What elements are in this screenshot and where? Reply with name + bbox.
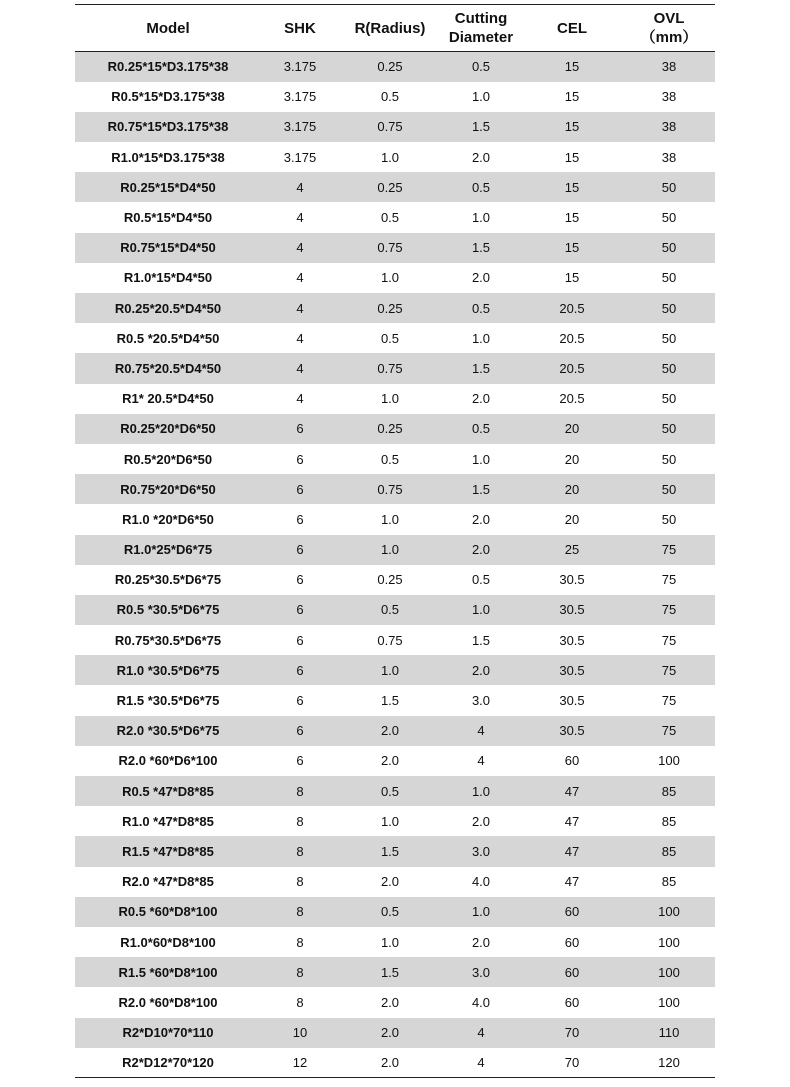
cell-shk: 6 <box>296 451 304 467</box>
cell-ovl: 120 <box>623 1048 715 1078</box>
header-radius: R(Radius) <box>339 5 441 52</box>
cell-radius: 0.75 <box>339 112 441 142</box>
cell-ovl: 38 <box>623 112 715 142</box>
cell-shk: 4 <box>261 353 339 383</box>
cell-cutting-diameter: 4 <box>477 753 485 769</box>
table-row <box>75 474 715 504</box>
cell-cutting-diameter: 1.5 <box>441 353 521 383</box>
table-row <box>75 323 715 353</box>
cell-radius: 0.75 <box>339 353 441 383</box>
cell-ovl: 50 <box>661 210 677 226</box>
cell-cel: 20.5 <box>521 353 623 383</box>
cell-model: R0.5*20*D6*50 <box>123 451 213 467</box>
cell-radius: 0.25 <box>339 52 441 82</box>
header-row <box>75 5 715 52</box>
cell-radius: 1.0 <box>380 511 400 527</box>
cell-model: R0.25*30.5*D6*75 <box>114 572 222 588</box>
cell-cel: 60 <box>521 897 623 927</box>
cell-shk: 8 <box>261 957 339 987</box>
cell-ovl: 38 <box>623 52 715 82</box>
header-cel: CEL <box>521 5 623 52</box>
cell-shk: 6 <box>261 414 339 444</box>
cell-cel: 30.5 <box>559 572 585 588</box>
cell-ovl: 75 <box>661 693 677 709</box>
table-row <box>75 957 715 987</box>
cell-model: R1.0*25*D6*75 <box>75 535 261 565</box>
cell-shk: 4 <box>261 172 339 202</box>
cell-cutting-diameter: 2.0 <box>471 511 491 527</box>
cell-shk: 3.175 <box>283 149 317 165</box>
table-body <box>75 52 715 1078</box>
cell-ovl: 75 <box>661 572 677 588</box>
table-row <box>75 867 715 897</box>
cell-model: R0.5*15*D3.175*38 <box>111 89 225 105</box>
table-row <box>75 384 715 414</box>
cell-model: R0.5 *60*D8*100 <box>75 897 261 927</box>
cell-cel: 30.5 <box>521 655 623 685</box>
cell-cel: 60 <box>564 753 580 769</box>
cell-radius: 1.5 <box>339 836 441 866</box>
cell-model: R0.75*20.5*D4*50 <box>75 353 261 383</box>
cell-radius: 0.75 <box>339 233 441 263</box>
cell-cel: 47 <box>521 776 623 806</box>
table-row <box>75 414 715 444</box>
cell-ovl: 110 <box>623 1018 715 1048</box>
cell-cel: 30.5 <box>559 693 585 709</box>
cell-model: R2*D10*70*110 <box>75 1018 261 1048</box>
cell-ovl: 50 <box>661 451 677 467</box>
cell-cutting-diameter: 1.5 <box>441 474 521 504</box>
table-row <box>75 746 715 776</box>
cell-model: R0.5 *47*D8*85 <box>75 776 261 806</box>
cell-model: R2.0 *60*D8*100 <box>118 994 218 1010</box>
cell-model: R1.5 *30.5*D6*75 <box>116 693 220 709</box>
cell-cel: 15 <box>564 270 580 286</box>
cell-model: R0.25*15*D3.175*38 <box>75 52 261 82</box>
header-cutting-diameter <box>441 5 521 52</box>
cell-radius: 0.25 <box>339 414 441 444</box>
table-row <box>75 595 715 625</box>
cell-radius: 0.25 <box>377 572 403 588</box>
table-row <box>75 1048 715 1078</box>
table-row <box>75 82 715 112</box>
cell-cutting-diameter: 4.0 <box>471 994 491 1010</box>
table-row <box>75 52 715 82</box>
table-row <box>75 142 715 172</box>
cell-model: R0.5 *30.5*D6*75 <box>75 595 261 625</box>
cell-model: R0.75*15*D4*50 <box>75 233 261 263</box>
cell-ovl: 100 <box>658 753 680 769</box>
cell-cutting-diameter: 2.0 <box>441 655 521 685</box>
cell-radius: 1.0 <box>380 813 400 829</box>
cell-shk: 12 <box>261 1048 339 1078</box>
cell-cel: 25 <box>521 535 623 565</box>
cell-ovl: 50 <box>623 172 715 202</box>
cell-cutting-diameter: 2.0 <box>471 270 491 286</box>
cell-shk: 6 <box>296 632 304 648</box>
cell-radius: 0.5 <box>339 897 441 927</box>
cell-shk: 6 <box>296 693 304 709</box>
cell-shk: 6 <box>261 474 339 504</box>
cell-ovl: 38 <box>661 149 677 165</box>
cell-shk: 6 <box>261 535 339 565</box>
cell-cel: 47 <box>564 874 580 890</box>
cell-cel: 20 <box>564 451 580 467</box>
cell-cel: 20 <box>564 511 580 527</box>
cell-shk: 6 <box>296 511 304 527</box>
cell-shk: 3.175 <box>261 112 339 142</box>
table-row <box>75 1018 715 1048</box>
table-row <box>75 806 715 836</box>
table-row <box>75 565 715 595</box>
cell-ovl: 50 <box>623 474 715 504</box>
cell-ovl: 50 <box>661 330 677 346</box>
table-row <box>75 716 715 746</box>
spec-table <box>75 4 715 1078</box>
cell-shk: 6 <box>261 655 339 685</box>
cell-shk: 6 <box>296 572 304 588</box>
table-row <box>75 172 715 202</box>
cell-cutting-diameter: 0.5 <box>471 572 491 588</box>
cell-cel: 15 <box>521 172 623 202</box>
table-row <box>75 293 715 323</box>
cell-shk: 8 <box>296 813 304 829</box>
cell-ovl: 100 <box>658 994 680 1010</box>
cell-cel: 15 <box>521 52 623 82</box>
cell-model: R1.5 *47*D8*85 <box>75 836 261 866</box>
cell-cutting-diameter: 0.5 <box>441 414 521 444</box>
cell-radius: 0.5 <box>380 451 400 467</box>
header-ovl-line2: （mm） <box>640 29 698 46</box>
cell-model: R0.75*15*D3.175*38 <box>75 112 261 142</box>
cell-ovl: 85 <box>623 836 715 866</box>
table-row <box>75 776 715 806</box>
cell-cutting-diameter: 2.0 <box>471 934 491 950</box>
cell-radius: 1.0 <box>380 934 400 950</box>
cell-cutting-diameter: 2.0 <box>471 813 491 829</box>
cell-model: R1.0*15*D3.175*38 <box>111 149 225 165</box>
cell-model: R0.25*15*D4*50 <box>75 172 261 202</box>
cell-radius: 0.25 <box>339 293 441 323</box>
cell-model: R0.75*20*D6*50 <box>75 474 261 504</box>
cell-cutting-diameter: 1.0 <box>441 897 521 927</box>
cell-shk: 8 <box>261 897 339 927</box>
cell-cel: 30.5 <box>521 595 623 625</box>
cell-cel: 60 <box>521 957 623 987</box>
table-row <box>75 685 715 715</box>
cell-cel: 30.5 <box>521 716 623 746</box>
cell-radius: 2.0 <box>380 874 400 890</box>
cell-shk: 8 <box>296 994 304 1010</box>
table-row <box>75 444 715 474</box>
cell-cutting-diameter: 4.0 <box>471 874 491 890</box>
cell-shk: 4 <box>296 391 304 407</box>
cell-radius: 1.5 <box>380 693 400 709</box>
header-cutting-line2: Diameter <box>448 29 514 46</box>
cell-ovl: 50 <box>623 293 715 323</box>
cell-shk: 4 <box>296 210 304 226</box>
cell-cel: 15 <box>564 149 580 165</box>
cell-cutting-diameter: 3.0 <box>441 836 521 866</box>
table-row <box>75 897 715 927</box>
cell-model: R1.0 *20*D6*50 <box>122 511 214 527</box>
cell-shk: 3.175 <box>283 89 317 105</box>
cell-cel: 20 <box>521 474 623 504</box>
cell-radius: 0.5 <box>380 89 400 105</box>
cell-cel: 70 <box>521 1048 623 1078</box>
cell-ovl: 75 <box>623 716 715 746</box>
cell-radius: 0.25 <box>339 172 441 202</box>
cell-shk: 8 <box>296 874 304 890</box>
cell-radius: 1.0 <box>339 535 441 565</box>
table-row <box>75 353 715 383</box>
cell-model: R0.75*30.5*D6*75 <box>114 632 222 648</box>
cell-shk: 4 <box>261 293 339 323</box>
cell-cutting-diameter: 2.0 <box>471 391 491 407</box>
cell-ovl: 38 <box>661 89 677 105</box>
cell-model: R0.5 *20.5*D4*50 <box>116 330 220 346</box>
table-row <box>75 655 715 685</box>
cell-cel: 20.5 <box>559 391 585 407</box>
cell-shk: 6 <box>296 753 304 769</box>
cell-cutting-diameter: 4 <box>441 1018 521 1048</box>
cell-ovl: 75 <box>623 655 715 685</box>
cell-model: R2*D12*70*120 <box>75 1048 261 1078</box>
cell-shk: 4 <box>296 330 304 346</box>
cell-cutting-diameter: 4 <box>441 1048 521 1078</box>
table-header <box>75 5 715 52</box>
cell-cel: 47 <box>564 813 580 829</box>
cell-shk: 3.175 <box>261 52 339 82</box>
cell-radius: 0.5 <box>339 776 441 806</box>
cell-cel: 15 <box>521 112 623 142</box>
cell-model: R2.0 *47*D8*85 <box>122 874 214 890</box>
cell-cutting-diameter: 2.0 <box>471 149 491 165</box>
cell-cutting-diameter: 0.5 <box>441 172 521 202</box>
cell-cutting-diameter: 2.0 <box>441 535 521 565</box>
cell-radius: 2.0 <box>339 716 441 746</box>
cell-ovl: 85 <box>661 874 677 890</box>
cell-cel: 20.5 <box>521 293 623 323</box>
cell-cel: 47 <box>521 836 623 866</box>
cell-shk: 8 <box>261 776 339 806</box>
table-row <box>75 233 715 263</box>
cell-cutting-diameter: 0.5 <box>441 293 521 323</box>
cell-ovl: 50 <box>661 511 677 527</box>
cell-radius: 0.5 <box>380 330 400 346</box>
cell-cutting-diameter: 1.0 <box>471 210 491 226</box>
cell-model: R0.5*15*D4*50 <box>123 210 213 226</box>
cell-model: R2.0 *60*D6*100 <box>118 753 218 769</box>
cell-model: R1.0 *47*D8*85 <box>122 813 214 829</box>
cell-ovl: 75 <box>623 595 715 625</box>
table-row <box>75 987 715 1017</box>
cell-model: R1.0*60*D8*100 <box>120 934 216 950</box>
cell-model: R1.0*15*D4*50 <box>123 270 213 286</box>
cell-radius: 0.5 <box>380 210 400 226</box>
cell-ovl: 50 <box>623 414 715 444</box>
cell-ovl: 75 <box>661 632 677 648</box>
table-row <box>75 263 715 293</box>
cell-cutting-diameter: 1.0 <box>471 89 491 105</box>
cell-cutting-diameter: 1.5 <box>441 233 521 263</box>
cell-cutting-diameter: 1.5 <box>471 632 491 648</box>
table-row <box>75 535 715 565</box>
table-row <box>75 112 715 142</box>
cell-ovl: 85 <box>623 776 715 806</box>
cell-model: R2.0 *30.5*D6*75 <box>75 716 261 746</box>
cell-radius: 1.0 <box>380 149 400 165</box>
cell-ovl: 100 <box>623 957 715 987</box>
cell-cutting-diameter: 3.0 <box>471 693 491 709</box>
cell-cutting-diameter: 1.5 <box>441 112 521 142</box>
cell-ovl: 100 <box>658 934 680 950</box>
cell-shk: 10 <box>261 1018 339 1048</box>
cell-ovl: 50 <box>661 270 677 286</box>
table-row <box>75 202 715 232</box>
cell-cel: 60 <box>564 994 580 1010</box>
cell-radius: 1.5 <box>339 957 441 987</box>
cell-radius: 2.0 <box>380 994 400 1010</box>
cell-cutting-diameter: 3.0 <box>441 957 521 987</box>
cell-cel: 15 <box>564 89 580 105</box>
cell-ovl: 50 <box>623 353 715 383</box>
cell-radius: 2.0 <box>380 753 400 769</box>
cell-radius: 1.0 <box>339 655 441 685</box>
cell-cel: 60 <box>564 934 580 950</box>
table-row <box>75 927 715 957</box>
cell-cutting-diameter: 4 <box>441 716 521 746</box>
cell-shk: 8 <box>261 836 339 866</box>
table-row <box>75 504 715 534</box>
cell-shk: 6 <box>261 595 339 625</box>
cell-cutting-diameter: 1.0 <box>471 330 491 346</box>
cell-model: R0.25*20*D6*50 <box>75 414 261 444</box>
cell-model: R0.25*20.5*D4*50 <box>75 293 261 323</box>
cell-radius: 0.75 <box>339 474 441 504</box>
cell-cutting-diameter: 1.0 <box>441 595 521 625</box>
header-ovl <box>623 5 715 52</box>
header-shk: SHK <box>261 5 339 52</box>
cell-ovl: 50 <box>661 391 677 407</box>
cell-shk: 6 <box>261 716 339 746</box>
cell-shk: 4 <box>261 233 339 263</box>
cell-cel: 15 <box>521 233 623 263</box>
cell-cel: 15 <box>564 210 580 226</box>
cell-shk: 8 <box>296 934 304 950</box>
header-ovl-line1: OVL <box>653 10 685 27</box>
cell-radius: 0.75 <box>377 632 403 648</box>
cell-model: R1.0 *30.5*D6*75 <box>75 655 261 685</box>
cell-radius: 2.0 <box>339 1018 441 1048</box>
cell-radius: 2.0 <box>339 1048 441 1078</box>
table-row <box>75 836 715 866</box>
cell-cel: 20 <box>521 414 623 444</box>
header-model: Model <box>75 5 261 52</box>
cell-ovl: 75 <box>623 535 715 565</box>
cell-cutting-diameter: 0.5 <box>441 52 521 82</box>
cell-radius: 0.5 <box>339 595 441 625</box>
cell-ovl: 85 <box>661 813 677 829</box>
cell-radius: 1.0 <box>380 270 400 286</box>
cell-cel: 30.5 <box>559 632 585 648</box>
cell-shk: 4 <box>296 270 304 286</box>
table-row <box>75 625 715 655</box>
cell-cel: 70 <box>521 1018 623 1048</box>
header-cutting-line1: Cutting <box>454 10 508 27</box>
cell-cutting-diameter: 1.0 <box>441 776 521 806</box>
cell-model: R1.5 *60*D8*100 <box>75 957 261 987</box>
cell-radius: 1.0 <box>380 391 400 407</box>
cell-cel: 20.5 <box>559 330 585 346</box>
cell-model: R1* 20.5*D4*50 <box>122 391 214 407</box>
cell-ovl: 50 <box>623 233 715 263</box>
cell-ovl: 100 <box>623 897 715 927</box>
cell-cutting-diameter: 1.0 <box>471 451 491 467</box>
